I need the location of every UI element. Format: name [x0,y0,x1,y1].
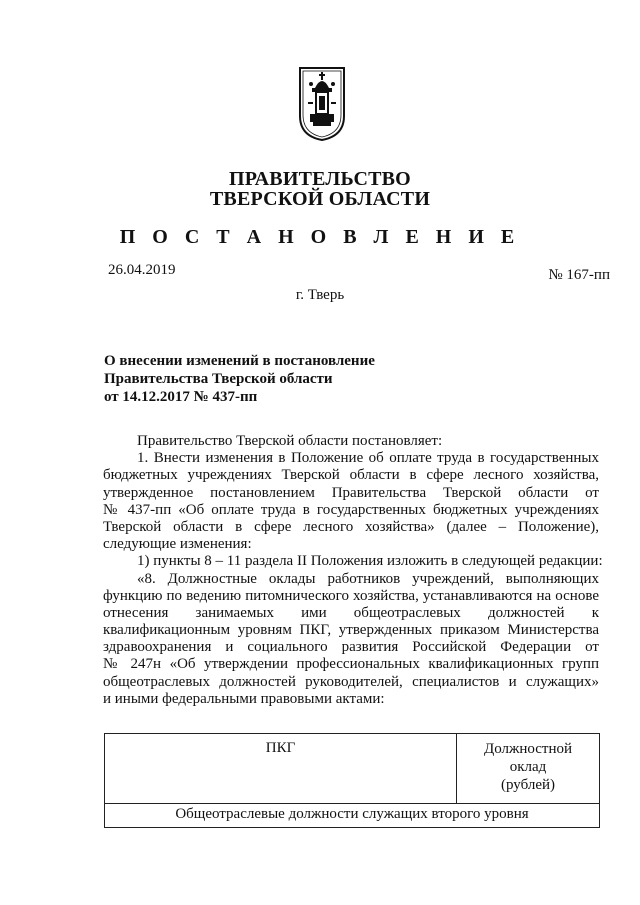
body-line: функцию по ведению питомнического хозяйства, устанавливаются на основе [103,587,599,604]
body-line: 1) пункты 8 – 11 раздела II Положения изложить в следующей редакции: [137,553,603,570]
document-subject [104,352,375,406]
table-group-row: Общеотраслевые должности служащих второго уровня [105,804,600,828]
table-header-salary-line: (рублей) [500,777,556,793]
subject-line: Правительства Тверской области [104,371,333,387]
salary-table [104,733,600,828]
document-type: П О С Т А Н О В Л Е Н И Е [119,226,521,248]
coat-of-arms-icon [298,66,346,142]
body-line: 1. Внести изменения в Положение об оплате труда в государственных [137,450,599,467]
table-header-pkg: ПКГ [105,734,457,804]
org-title-line1: ПРАВИТЕЛЬСТВО [229,168,411,190]
body-line: и иными федеральными правовыми актами: [103,690,385,707]
org-title-line2: ТВЕРСКОЙ ОБЛАСТИ [209,188,431,210]
body-line: бюджетных учреждениях Тверской области в сфере лесного хозяйства, [103,467,599,484]
body-line: общеотраслевых должностей руководителей, специалистов и служащих» [103,673,599,690]
document-city: г. Тверь [295,287,345,303]
table-header-salary-line: оклад [509,759,547,775]
body-line: следующие изменения: [103,536,252,553]
subject-line: от 14.12.2017 № 437-пп [104,389,258,405]
body-line: Тверской области в сфере лесного хозяйства» (далее – Положение), [103,518,599,535]
body-line: утвержденное постановлением Правительства Тверской области от [103,484,599,501]
body-line: квалификационным уровням ПКГ, утвержденных приказом Министерства [103,622,599,639]
table-header-row [105,734,600,804]
body-line: Правительство Тверской области постановляет: [137,433,443,449]
table-row [105,804,600,828]
document-date: 26.04.2019 [108,262,176,278]
body-line: № 247н «Об утверждении профессиональных квалификационных групп [103,656,599,673]
body-line: «8. Должностные оклады работников учреждений, выполняющих [137,570,599,587]
subject-line: О внесении изменений в постановление [104,353,375,369]
body-line: № 437-пп «Об оплате труда в государственных бюджетных учреждениях [103,501,599,518]
document-body [103,433,603,708]
table-header-salary-line: Должностной [483,741,573,757]
document-number: № 167-пп [548,267,610,283]
body-line: здравоохранения и социального развития Российской Федерации от [103,639,599,656]
table-header-salary [457,734,600,804]
body-line: отнесения занимаемых ими общеотраслевых должностей к [103,604,599,621]
